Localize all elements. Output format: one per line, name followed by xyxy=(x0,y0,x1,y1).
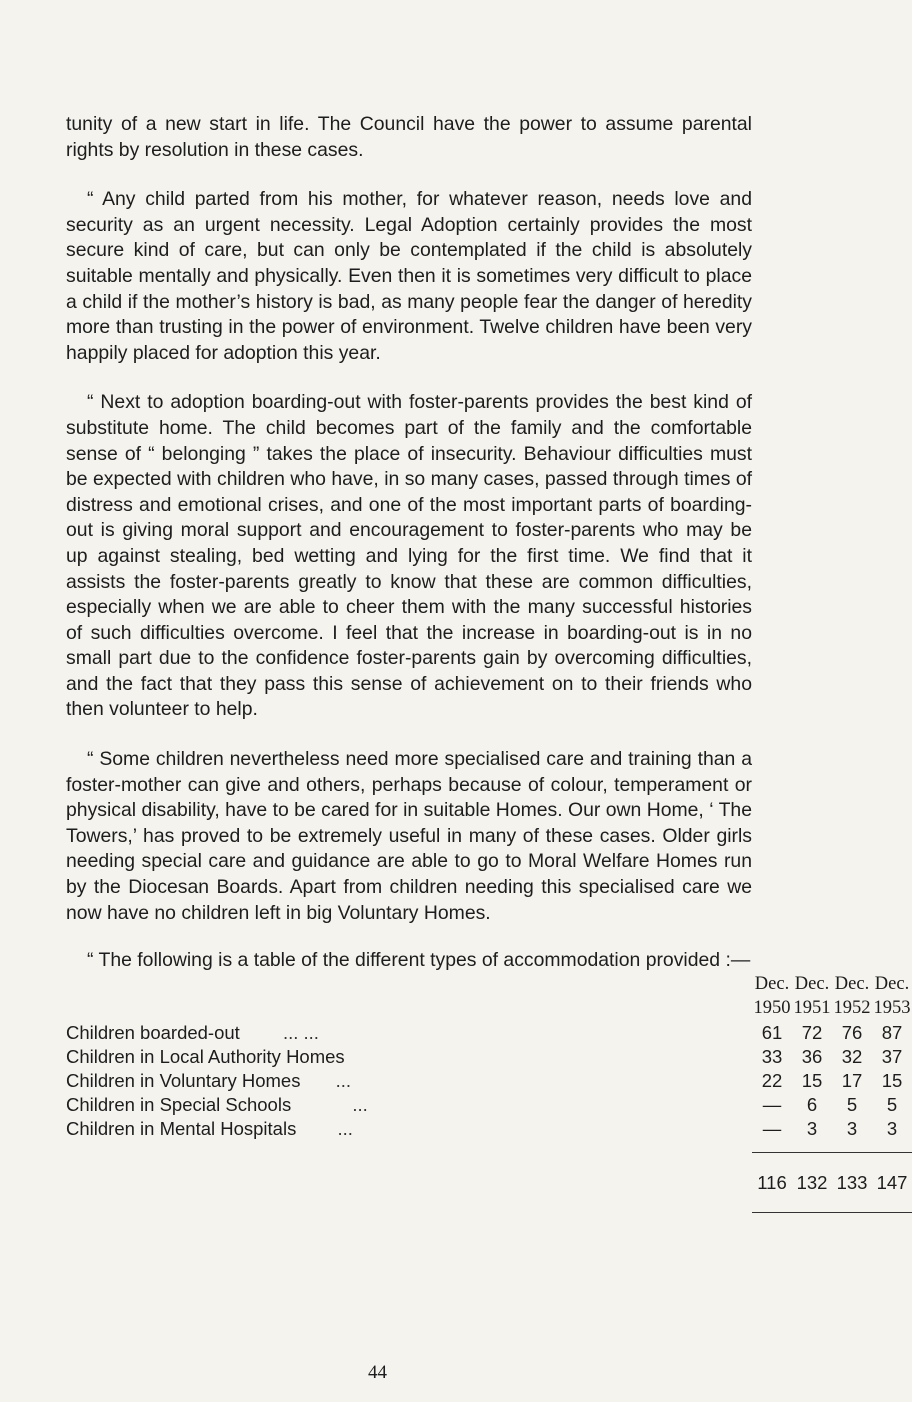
leader-dots: ... xyxy=(335,1070,352,1092)
header-month: Dec. xyxy=(834,974,870,995)
table-row xyxy=(66,1022,912,1046)
total-rule xyxy=(752,1212,792,1213)
table-cell: 6 xyxy=(806,1094,818,1116)
table-intro: “ The following is a table of the different types of accommodation provided :— xyxy=(87,949,751,972)
row-label: Children boarded-out xyxy=(66,1022,240,1044)
table-row xyxy=(66,1094,912,1118)
header-year: 1952 xyxy=(833,998,871,1019)
total-rule xyxy=(872,1152,912,1153)
table-cell: 37 xyxy=(881,1046,903,1068)
table-cell: 72 xyxy=(801,1022,823,1044)
total-rule xyxy=(832,1152,872,1153)
header-month: Dec. xyxy=(874,974,910,995)
table-cell: — xyxy=(762,1118,782,1140)
total-rules-bottom xyxy=(66,1210,912,1234)
table-cell: 3 xyxy=(846,1118,858,1140)
table-cell: 76 xyxy=(841,1022,863,1044)
document-page xyxy=(66,112,911,1234)
table-cell: 3 xyxy=(886,1118,898,1140)
paragraph-boarding-out: “ Next to adoption boarding-out with foster-parents provides the best kind of substitute home. The child becomes part of the family and the comfortable sense of “ belonging ” takes the place of insecurity. Behaviour difficulties must be expected with children who have, in so many cases, passed through times of distress and emotional crises, and one of the most important parts of boarding-out is giving moral support and encouragement to foster-parents who may be up against stealing, bed wetting and lying for the first time. We find that it assists the foster-parents greatly to know that these are common difficulties, especially when we are able to cheer them with the many successful histories of such difficulties overcome. I feel that the increase in boarding-out is in no small part due to the confidence foster-parents gain by overcoming difficulties, and the fact that they pass this sense of achievement on to their friends who then volunteer to help. xyxy=(66,391,752,721)
table-row xyxy=(66,1046,912,1070)
table-cell: 32 xyxy=(841,1046,863,1068)
table-cell: 5 xyxy=(886,1094,898,1116)
table-cell: 61 xyxy=(761,1022,783,1044)
total-rule xyxy=(752,1152,792,1153)
header-month: Dec. xyxy=(794,974,830,995)
table-cell: 15 xyxy=(881,1070,903,1092)
table-cell: 15 xyxy=(801,1070,823,1092)
row-label: Children in Voluntary Homes xyxy=(66,1070,301,1092)
total-rule xyxy=(872,1212,912,1213)
table-cell: 17 xyxy=(841,1070,863,1092)
page-number: 44 xyxy=(368,1362,387,1383)
table-row xyxy=(66,1070,912,1094)
table-cell: 33 xyxy=(761,1046,783,1068)
header-year: 1953 xyxy=(873,998,911,1019)
table-cell: 3 xyxy=(806,1118,818,1140)
total-cell: 133 xyxy=(836,1172,868,1194)
table-cell: 36 xyxy=(801,1046,823,1068)
row-label: Children in Local Authority Homes xyxy=(66,1046,345,1068)
leader-dots: ... xyxy=(337,1118,353,1140)
total-rule xyxy=(792,1212,832,1213)
leader-dots: ... xyxy=(352,1094,368,1116)
table-row xyxy=(66,1118,912,1142)
accommodation-table xyxy=(66,948,912,1234)
table-header-months xyxy=(66,948,912,998)
paragraph-adoption: “ Any child parted from his mother, for whatever reason, needs love and security as an urgent necessity. Legal Adoption certainly provides the most secure kind of care, but can only be contemplated if the child is absolutely suitable mentally and physically. Even then it is sometimes very difficult to place a child if the mother’s history is bad, as many people fear the danger of heredity more than trusting in the power of environment. Twelve children have been very happily placed for adoption this year. xyxy=(66,188,752,364)
total-rule xyxy=(792,1152,832,1153)
total-rules-top xyxy=(66,1142,912,1166)
table-cell: 87 xyxy=(881,1022,903,1044)
row-label: Children in Mental Hospitals xyxy=(66,1118,297,1140)
leader-dots: ... ... xyxy=(282,1022,319,1044)
header-year: 1951 xyxy=(793,998,831,1019)
total-cell: 116 xyxy=(757,1172,787,1194)
total-rule xyxy=(832,1212,872,1213)
table-cell: — xyxy=(762,1094,782,1116)
row-label: Children in Special Schools xyxy=(66,1094,292,1116)
table-cell: 22 xyxy=(761,1070,783,1092)
table-cell: 5 xyxy=(846,1094,858,1116)
total-cell: 147 xyxy=(876,1172,908,1194)
header-year: 1950 xyxy=(753,998,791,1019)
header-month: Dec. xyxy=(754,974,790,995)
table-total-row xyxy=(66,1166,912,1210)
total-cell: 132 xyxy=(796,1172,828,1194)
paragraph-continuation: tunity of a new start in life. The Council have the power to assume parental rights by resolution in these cases. xyxy=(66,113,752,161)
paragraph-specialised-care: “ Some children nevertheless need more specialised care and training than a foster-mother can give and others, perhaps because of colour, temperament or physical disability, have to be cared for in suitable Homes. Our own Home, ‘ The Towers,’ has proved to be extremely useful in many of these cases. Older girls needing special care and guidance are able to go to Moral Welfare Homes run by the Diocesan Boards. Apart from children needing this specialised care we now have no children left in big Voluntary Homes. xyxy=(66,748,752,924)
